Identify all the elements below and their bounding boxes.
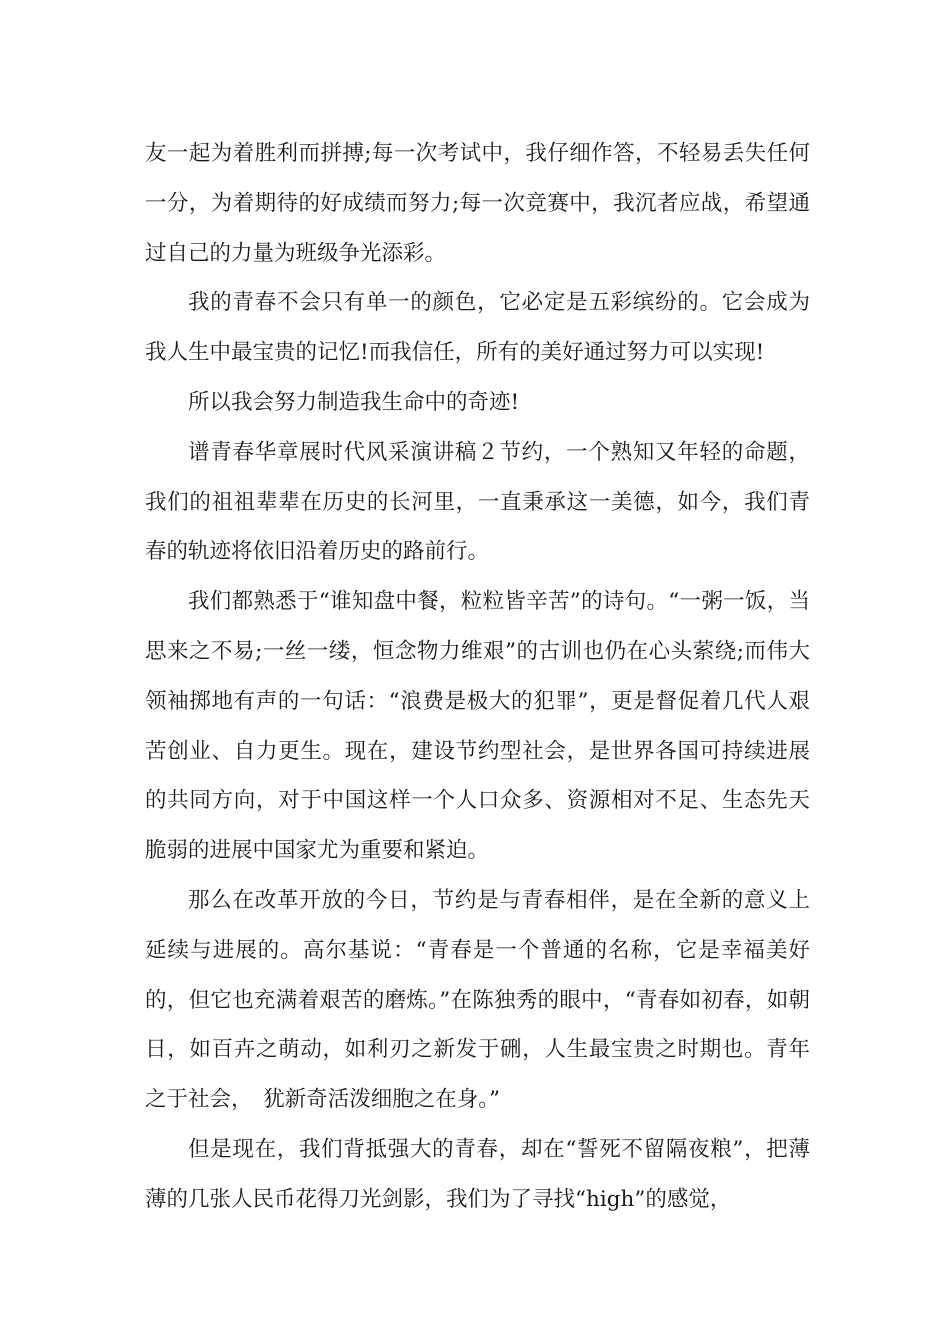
paragraph-4: 谱青春华章展时代风采演讲稿２节约，一个熟知又年轻的命题，我们的祖祖辈辈在历史的长河里，一直秉承这一美德，如今，我们青春的轨迹将依旧沿着历史的路前行。 <box>145 439 810 565</box>
paragraph-3: 所以我会努力制造我生命中的奇迹! <box>188 389 520 415</box>
paragraph-1: 友一起为着胜利而拼搏;每一次考试中，我仔细作答，不轻易丢失任何一分，为着期待的好成绩而努力;每一次竞赛中，我沉者应战，希望通过自己的力量为班级争光添彩。 <box>145 141 810 266</box>
paragraph-7: 但是现在，我们背抵强大的青春，却在“誓死不留隔夜粮”，把薄薄的几张人民币花得刀光剑影，我们为了寻找“high”的感觉， <box>145 1136 810 1212</box>
paragraph-2: 我的青春不会只有单一的颜色，它必定是五彩缤纷的。它会成为我人生中最宝贵的记忆!而我信任，所有的美好通过努力可以实现! <box>145 290 810 366</box>
paragraph-6: 那么在改革开放的今日，节约是与青春相伴，是在全新的意义上延续与进展的。高尔基说：“青春是一个普通的名称，它是幸福美好的，但它也充满着艰苦的磨炼。”在陈独秀的眼中，“青春如初春，如朝日，如百卉之萌动，如利刃之新发于硎，人生最宝贵之时期也。青年之于社会， 犹新奇活泼细胞之在身。” <box>145 887 810 1113</box>
document-body <box>145 129 810 1225</box>
paragraph-5: 我们都熟悉于“谁知盘中餐，粒粒皆辛苦”的诗句。“一粥一饭，当思来之不易;一丝一缕，恒念物力维艰”的古训也仍在心头萦绕;而伟大领袖掷地有声的一句话：“浪费是极大的犯罪”，更是督促着几代人艰苦创业、自力更生。现在，建设节约型社会，是世界各国可持续进展的共同方向，对于中国这样一个人口众多、资源相对不足、生态先天脆弱的进展中国家尤为重要和紧迫。 <box>145 589 810 864</box>
